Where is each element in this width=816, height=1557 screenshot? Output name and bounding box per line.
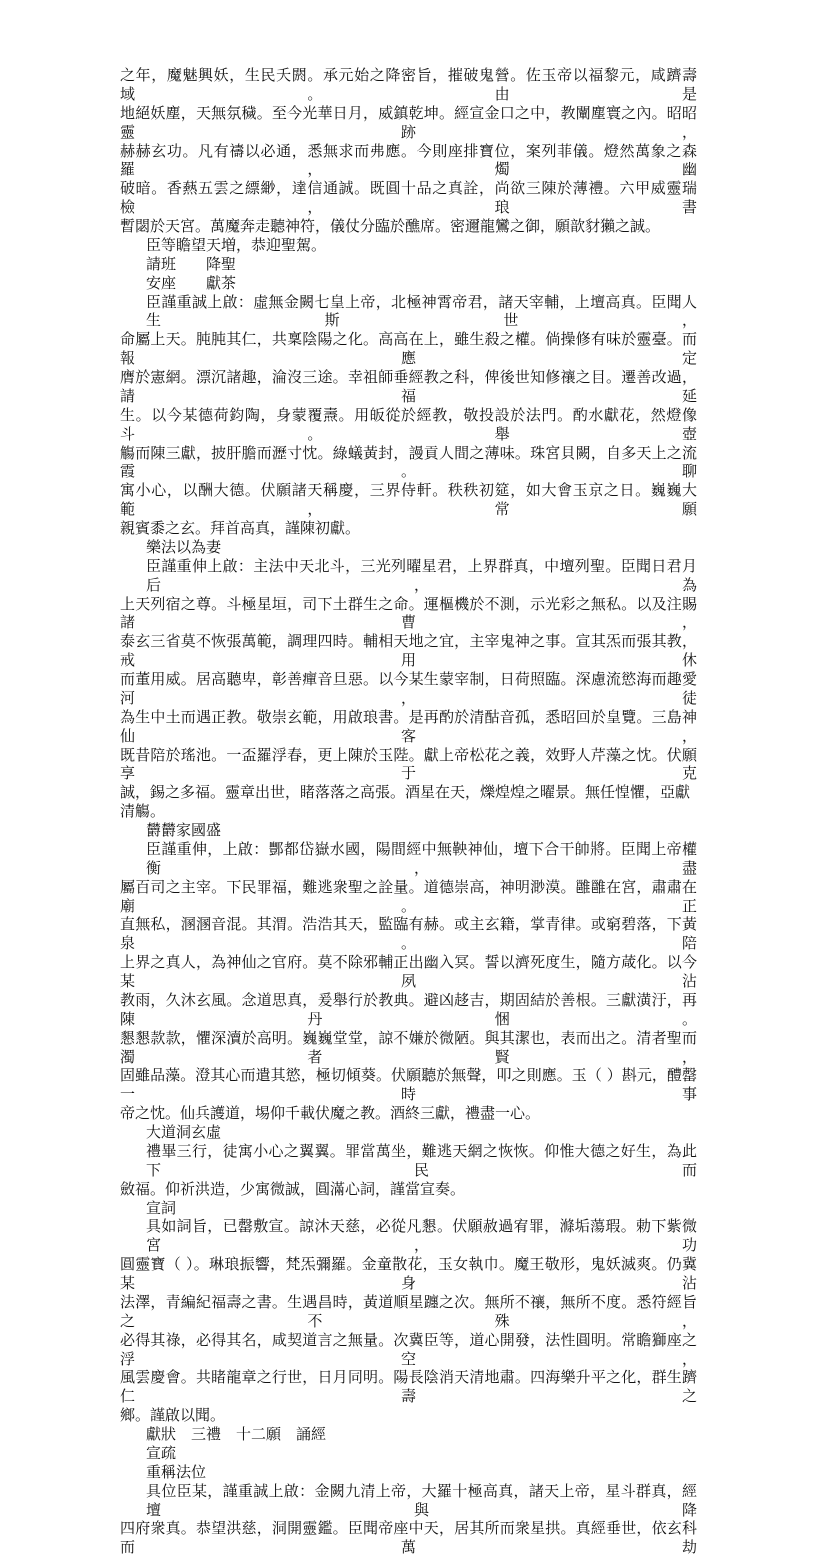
text-line: 泰玄三省莫不恢張萬範，調理四時。輔相天地之宜，主宰鬼神之事。宣其炁而張其教，戒用休 xyxy=(120,632,697,670)
paragraph xyxy=(120,840,697,1123)
text-line: 上界之真人，為神仙之官府。莫不除邪輔正出幽入冥。誓以濟死度生，隨方葴化。以今某夙沾 xyxy=(120,953,697,990)
text-line: 獻狀 三禮 十二願 誦經 xyxy=(146,1425,327,1443)
text-line: 寓小心，以酬大德。伏願諸天稱慶，三界侍軒。秩秩初筵，如大會玉京之日。巍巍大範，常願 xyxy=(120,481,697,519)
text-line: 大道洞玄虛 xyxy=(146,1123,222,1141)
text-line: 欝欝家國盛 xyxy=(146,821,222,839)
section-heading xyxy=(120,821,697,840)
text-line: 請班 降聖 xyxy=(146,254,237,273)
text-line: 臣等瞻望天増，恭迎聖駕。 xyxy=(146,235,327,254)
paragraph xyxy=(120,66,697,236)
text-line: 具位臣某，謹重誠上啟：金闕九清上帝，大羅十極高真，諸天上帝，星斗群真，經壇與降 xyxy=(146,1481,697,1519)
section-heading xyxy=(120,1463,697,1482)
section-heading xyxy=(120,255,697,274)
text-line: 生。以今某德荷鈞陶，身蒙覆燾。用皈從於經教，敬投設於法門。酌水獻花，然燈像斗。舉壺 xyxy=(120,405,697,443)
text-line: 法澤，青編紀福壽之書。生遇昌時，黃道順星躔之次。無所不禳，無所不度。悉符經旨之不殊， xyxy=(120,1292,697,1330)
text-line: 誠，錫之多福。靈章出世，睹落落之高張。酒星在天，爍煌煌之曜景。無任惶懼，亞獻清觴。 xyxy=(120,783,691,821)
document-body xyxy=(120,66,697,1557)
text-line: 宣疏 xyxy=(146,1443,177,1462)
text-line: 臣謹重伸，上啟：酆都岱嶽水國，陽間經中無鞅神仙，壇下合干帥將。臣聞上帝權衡，盡 xyxy=(146,839,697,877)
text-line: 既昔陪於瑤池。一盃羅浮春，更上陳於玉陛。獻上帝松花之義，效野人芹藻之忱。伏願享于克 xyxy=(120,745,697,783)
paragraph xyxy=(120,236,697,255)
text-line: 宣詞 xyxy=(146,1198,177,1217)
text-line: 圓靈寶（ ）。琳琅振響，梵炁彌羅。金童散花，玉女執巾。魔王敬形，鬼妖滅爽。仍冀某身沾 xyxy=(120,1255,697,1292)
text-line: 膺於憲網。漂沉諸趣，淪沒三途。幸祖師垂經教之科，俾後世知修禳之目。遷善改過，請福延 xyxy=(120,368,697,405)
text-line: 直無私，溷溷音混。其渭。浩浩其天，監臨有赫。或主玄籍，掌青律。或窮碧落，下黃泉。陪 xyxy=(120,915,697,953)
section-heading xyxy=(120,538,697,557)
paragraph xyxy=(120,293,697,538)
text-line: 必得其祿，必得其名，咸契道言之無量。次冀臣等，道心開發，法性圓明。常瞻獅座之浮空， xyxy=(120,1330,697,1368)
section-heading xyxy=(120,1123,697,1142)
text-line: 命屬上天。肫肫其仁，共稟陰陽之化。高高在上，雖生殺之權。倘操修有味於靈臺。而報應定 xyxy=(120,330,697,368)
text-line: 之年，魔魅興妖，生民夭閼。承元始之降密旨，摧破鬼營。佐玉帝以福黎元，咸躋壽域。由是 xyxy=(120,66,697,103)
text-line: 臣謹重誠上啟：虛無金闕七皇上帝，北極神霄帝君，諸天宰輔，上壇高真。臣聞人生斯世， xyxy=(146,292,697,330)
text-line: 暫閟於天宮。萬魔奔走聽神符，儀仗分臨於醮席。密邇龍鸞之御，願歆豺獺之誠。 xyxy=(120,217,661,235)
text-line: 為生中土而遇正教。敬崇玄範，用啟琅書。是再酌於清酤音孤，悉昭回於皇覽。三島神仙客， xyxy=(120,707,697,745)
text-line: 四府衆真。恭望洪慈，洞開靈鑑。臣聞帝座中天，居其所而衆星拱。真經垂世，依玄科而萬劫 xyxy=(120,1519,697,1557)
text-line: 親賓黍之玄。拜首高真，謹陳初獻。 xyxy=(120,519,361,537)
text-line: 赫赫玄功。凡有禱以必通，悉無求而弗應。今則座排寶位，案列菲儀。燈然萬象之森羅，燭幽 xyxy=(120,141,697,179)
text-line: 重稱法位 xyxy=(146,1462,207,1481)
text-line: 樂法以為妻 xyxy=(146,537,222,556)
text-line: 固雖品藻。澄其心而遣其慾，極切傾葵。伏願聽於無聲，叩之則應。玉（ ）斟元，醴罄一時事 xyxy=(120,1066,697,1104)
text-line: 上天列宿之尊。斗極星垣，司下土群生之命。運樞機於不測，示光彩之無私。以及注賜諸曹， xyxy=(120,594,697,632)
text-line: 斂福。仰祈洪造，少寓微誠，圓滿心詞，謹當宣奏。 xyxy=(120,1179,466,1198)
text-line: 禮畢三行，徒寓小心之翼翼。罪當萬坐，難逃天網之恢恢。仰惟大德之好生，為此下民而 xyxy=(146,1141,697,1179)
text-line: 而董用威。居高聽卑，彰善癉音旦惡。以今某生蒙宰制，日荷照臨。深慮流慾海而趣愛河，徒 xyxy=(120,670,697,707)
text-line: 臣謹重伸上啟：主法中天北斗，三光列曜星君，上界群真，中壇列聖。臣聞日君月后，為 xyxy=(146,556,697,594)
paragraph xyxy=(120,1482,697,1557)
paragraph xyxy=(120,557,697,821)
section-heading xyxy=(120,1425,697,1444)
text-line: 屬百司之主宰。下民罪福，難逃衆聖之詮量。道德崇高，神明渺漠。雝雝在宮，肅肅在廟。正 xyxy=(120,877,697,915)
text-line: 懇懇款款，懼深瀆於高明。巍巍堂堂，諒不嫌於微陋。與其潔也，表而出之。清者聖而濁者賢， xyxy=(120,1028,697,1066)
paragraph xyxy=(120,1142,697,1199)
paragraph xyxy=(120,1217,697,1425)
section-heading xyxy=(120,1444,697,1463)
section-heading xyxy=(120,274,697,293)
text-line: 破暗。香爇五雲之縹緲，達信通誠。既圓十品之真詮，尚欲三陳於薄禮。六甲威靈瑞檢，琅書 xyxy=(120,179,697,217)
section-heading xyxy=(120,1199,697,1218)
text-line: 鄉。謹啟以聞。 xyxy=(120,1406,226,1425)
text-line: 具如詞旨，已罄敷宣。諒沐天慈，必從凡懇。伏願赦過宥罪，滌垢蕩瑕。勅下紫微宮，功 xyxy=(146,1217,697,1255)
text-line: 帝之忱。仙兵護道，埸仰千載伏魔之教。酒終三獻，禮盡一心。 xyxy=(120,1104,541,1123)
text-line: 風雲慶會。共睹龍章之行世，日月同明。陽長陰消天清地肅。四海樂升平之化，群生躋仁壽之 xyxy=(120,1368,697,1406)
text-line: 地絕妖塵，天無氛穢。至今光華日月，威鎮乾坤。經宣金口之中，教闡塵寰之內。昭昭靈跡， xyxy=(120,103,697,141)
text-line: 安座 獻茶 xyxy=(146,273,237,292)
text-line: 觴而陳三獻，披肝膽而瀝寸忱。綠蟻黃封，謾貢人間之薄味。珠宮貝闕，自多天上之流霞。聊 xyxy=(120,443,697,481)
text-line: 教雨，久沐玄風。念道思真，爰舉行於教典。避凶趍吉，期固結於善根。三獻潢汙，再陳丹悃。 xyxy=(120,990,697,1028)
